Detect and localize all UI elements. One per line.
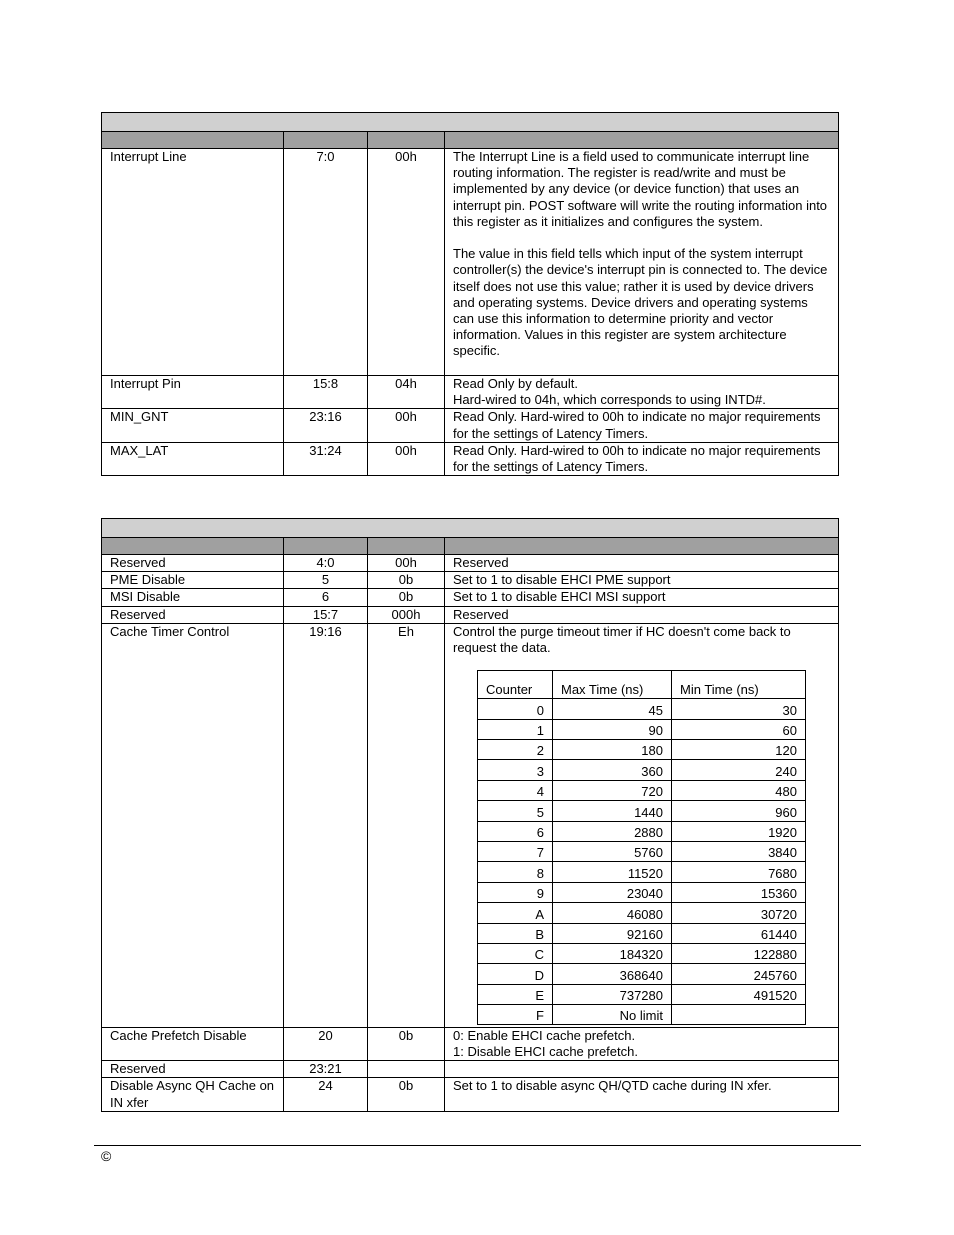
table-row xyxy=(102,442,839,475)
table-title-row xyxy=(102,113,839,132)
bit-range: 7:0 xyxy=(284,149,368,376)
min-time: 15360 xyxy=(672,882,806,902)
default-value: 00h xyxy=(368,409,445,442)
counter: 2 xyxy=(478,740,553,760)
min-time xyxy=(672,1005,806,1025)
counter: 6 xyxy=(478,821,553,841)
counter: B xyxy=(478,923,553,943)
counter: E xyxy=(478,984,553,1004)
field-name: Reserved xyxy=(102,606,284,623)
max-time: 1440 xyxy=(553,801,672,821)
default-value: 0b xyxy=(368,589,445,606)
field-description: 0: Enable EHCI cache prefetch. 1: Disable EHCI cache prefetch. xyxy=(445,1027,839,1060)
timer-table-row xyxy=(478,923,806,943)
field-description-text: Control the purge timeout timer if HC doesn't come back to request the data. xyxy=(453,623,791,656)
timer-table-row xyxy=(478,1005,806,1025)
field-name: Disable Async QH Cache on IN xfer xyxy=(102,1078,284,1111)
table-header-row xyxy=(102,132,839,149)
min-time: 30 xyxy=(672,699,806,719)
counter: 4 xyxy=(478,780,553,800)
min-time: 1920 xyxy=(672,821,806,841)
field-description: Reserved xyxy=(445,555,839,572)
max-time: 184320 xyxy=(553,943,672,963)
counter: D xyxy=(478,964,553,984)
counter: 1 xyxy=(478,719,553,739)
table-row xyxy=(102,1027,839,1060)
column-header: Max Time (ns) xyxy=(553,671,672,699)
max-time: 2880 xyxy=(553,821,672,841)
timer-table-row xyxy=(478,862,806,882)
min-time: 61440 xyxy=(672,923,806,943)
table-row xyxy=(102,409,839,442)
field-description: Set to 1 to disable EHCI PME support xyxy=(445,572,839,589)
field-description: Read Only by default. Hard-wired to 04h, which corresponds to using INTD#. xyxy=(445,376,839,409)
min-time: 60 xyxy=(672,719,806,739)
default-value: 0b xyxy=(368,1027,445,1060)
ehci-config-register-table xyxy=(101,518,839,1112)
timer-table-row xyxy=(478,903,806,923)
bit-range: 24 xyxy=(284,1078,368,1111)
min-time: 30720 xyxy=(672,903,806,923)
field-name: MSI Disable xyxy=(102,589,284,606)
min-time: 491520 xyxy=(672,984,806,1004)
field-description: Set to 1 to disable async QH/QTD cache during IN xfer. xyxy=(445,1078,839,1111)
table-row xyxy=(102,572,839,589)
field-name: Interrupt Line xyxy=(102,149,284,376)
bit-range: 4:0 xyxy=(284,555,368,572)
timer-table-row xyxy=(478,760,806,780)
max-time: 720 xyxy=(553,780,672,800)
timer-table-row xyxy=(478,801,806,821)
min-time: 120 xyxy=(672,740,806,760)
timer-table-row xyxy=(478,740,806,760)
timer-table-row xyxy=(478,964,806,984)
max-time: 737280 xyxy=(553,984,672,1004)
table-row xyxy=(102,376,839,409)
interrupt-register-table xyxy=(101,112,839,476)
default-value: 00h xyxy=(368,555,445,572)
counter: 3 xyxy=(478,760,553,780)
timer-table-row xyxy=(478,943,806,963)
field-name: Reserved xyxy=(102,1061,284,1078)
counter: F xyxy=(478,1005,553,1025)
bit-range: 23:21 xyxy=(284,1061,368,1078)
field-description: Read Only. Hard-wired to 00h to indicate no major requirements for the settings of Latency Timers. xyxy=(445,442,839,475)
min-time: 7680 xyxy=(672,862,806,882)
copyright-symbol: © xyxy=(101,1148,112,1164)
default-value xyxy=(368,1061,445,1078)
footer-divider xyxy=(94,1145,861,1146)
max-time: 92160 xyxy=(553,923,672,943)
default-value: 00h xyxy=(368,149,445,376)
bit-range: 15:8 xyxy=(284,376,368,409)
timer-table-row xyxy=(478,780,806,800)
max-time: 180 xyxy=(553,740,672,760)
default-value: Eh xyxy=(368,623,445,1027)
min-time: 122880 xyxy=(672,943,806,963)
field-description: Set to 1 to disable EHCI MSI support xyxy=(445,589,839,606)
counter: 5 xyxy=(478,801,553,821)
max-time: 23040 xyxy=(553,882,672,902)
field-name: PME Disable xyxy=(102,572,284,589)
field-name: Cache Prefetch Disable xyxy=(102,1027,284,1060)
table-row xyxy=(102,149,839,376)
counter: 0 xyxy=(478,699,553,719)
table-title-row xyxy=(102,519,839,538)
table-row xyxy=(102,1061,839,1078)
min-time: 240 xyxy=(672,760,806,780)
counter: A xyxy=(478,903,553,923)
min-time: 245760 xyxy=(672,964,806,984)
field-name: Cache Timer Control xyxy=(102,623,284,1027)
field-name: Interrupt Pin xyxy=(102,376,284,409)
bit-range: 31:24 xyxy=(284,442,368,475)
default-value: 04h xyxy=(368,376,445,409)
bit-range: 19:16 xyxy=(284,623,368,1027)
column-header: Min Time (ns) xyxy=(672,671,806,699)
max-time: No limit xyxy=(553,1005,672,1025)
max-time: 11520 xyxy=(553,862,672,882)
table-row xyxy=(102,589,839,606)
field-description: Read Only. Hard-wired to 00h to indicate no major requirements for the settings of Latency Timers. xyxy=(445,409,839,442)
max-time: 5760 xyxy=(553,841,672,861)
timer-table-row xyxy=(478,841,806,861)
timer-table-row xyxy=(478,882,806,902)
bit-range: 5 xyxy=(284,572,368,589)
cache-timer-table xyxy=(477,670,806,1025)
timer-table-header xyxy=(478,671,806,699)
field-name: MIN_GNT xyxy=(102,409,284,442)
max-time: 360 xyxy=(553,760,672,780)
table-header-row xyxy=(102,538,839,555)
min-time: 960 xyxy=(672,801,806,821)
counter: 7 xyxy=(478,841,553,861)
bit-range: 6 xyxy=(284,589,368,606)
timer-table-row xyxy=(478,984,806,1004)
max-time: 46080 xyxy=(553,903,672,923)
timer-table-row xyxy=(478,699,806,719)
table-row xyxy=(102,606,839,623)
max-time: 90 xyxy=(553,719,672,739)
counter: 9 xyxy=(478,882,553,902)
timer-table-row xyxy=(478,821,806,841)
timer-table-row xyxy=(478,719,806,739)
field-name: MAX_LAT xyxy=(102,442,284,475)
bit-range: 20 xyxy=(284,1027,368,1060)
field-description: Reserved xyxy=(445,606,839,623)
field-description: The Interrupt Line is a field used to communicate interrupt line routing information. The register is read/write and must be implemented by any device (or device function) that uses an interrupt pin. POST software will write the routing information into this register as it initializes and configures the system. The value in this field tells which input of the system interrupt controller(s) the device's interrupt pin is connected to. The device itself does not use this value; rather it is used by device drivers and operating systems. Device drivers and operating systems can use this information to determine priority and vector information. Values in this register are system architecture specific. xyxy=(445,149,839,376)
bit-range: 23:16 xyxy=(284,409,368,442)
min-time: 480 xyxy=(672,780,806,800)
column-header: Counter xyxy=(478,671,553,699)
default-value: 0b xyxy=(368,1078,445,1111)
field-description xyxy=(445,623,839,1027)
max-time: 45 xyxy=(553,699,672,719)
field-description xyxy=(445,1061,839,1078)
min-time: 3840 xyxy=(672,841,806,861)
table-row xyxy=(102,555,839,572)
table-row xyxy=(102,623,839,1027)
default-value: 000h xyxy=(368,606,445,623)
counter: 8 xyxy=(478,862,553,882)
max-time: 368640 xyxy=(553,964,672,984)
field-name: Reserved xyxy=(102,555,284,572)
table-row xyxy=(102,1078,839,1111)
counter: C xyxy=(478,943,553,963)
default-value: 00h xyxy=(368,442,445,475)
default-value: 0b xyxy=(368,572,445,589)
bit-range: 15:7 xyxy=(284,606,368,623)
